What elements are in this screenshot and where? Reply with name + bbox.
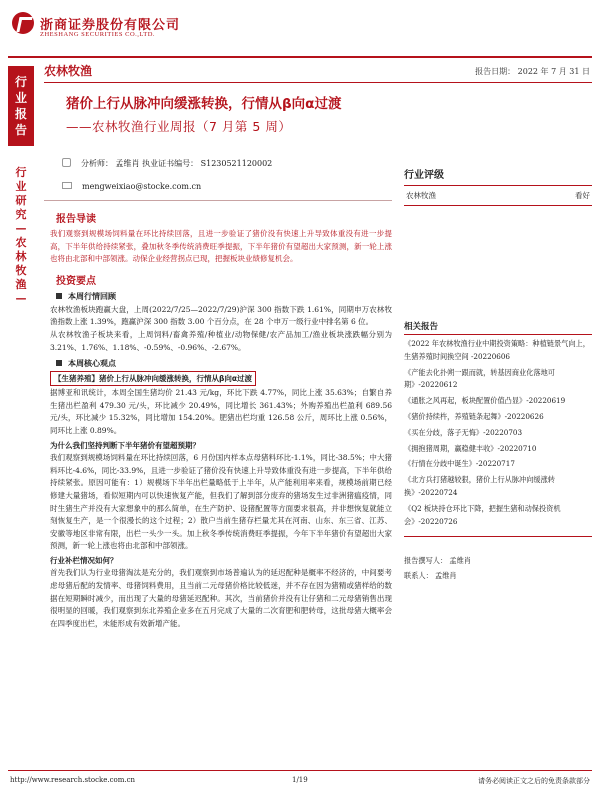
chart-placeholder — [404, 218, 592, 300]
pig-paragraph: 据博亚和讯统计，本周全国生猪均价 21.43 元/kg，环比下跌 4.77%，同比上涨 35.63%；自繁自养生猪出栏盈利 479.30 元/头，环比减少 20.49%，同比增长 361.43%；外购养殖出栏盈利 689.56 元/头，环比减少 15.32%，同比增加 154.20%。肥猪出栏均重 126.58 公斤，周环比上涨 0.56%，同环比上涨 0.89%。 — [50, 388, 392, 435]
side-label-report-type — [8, 66, 34, 146]
contact-divider — [404, 536, 592, 537]
why-heading: 为什么我们坚持判断下半年猪价有望超预期？ — [50, 440, 200, 450]
view-heading — [56, 358, 392, 369]
related-item[interactable]: 《北方兵打猪越较狠，猪价上行从脉冲向缓涨转换》-20220724 — [404, 475, 555, 497]
report-writer: 报告撰写人： 孟维肖 — [404, 556, 471, 566]
side-char: 研 — [15, 194, 27, 207]
rating-row — [404, 186, 592, 206]
side-char: — — [15, 292, 27, 305]
related-item[interactable]: 《猪价持续杵，养殖链条起舞》-20220626 — [404, 411, 544, 421]
related-list — [404, 338, 592, 528]
side-char: 业 — [14, 91, 27, 105]
related-item[interactable]: 《产能去化扑朔一跟而就，转基因商业化落地可期》-20220612 — [404, 367, 555, 390]
related-item[interactable]: 《行情在分歧中诞生》-20220717 — [404, 459, 515, 469]
side-char: 行 — [15, 166, 27, 179]
review-paragraph-1: 农林牧渔板块跑赢大盘，上周(2022/7/25—2022/7/29)沪深 300 指数下跌 1.61%，同期申万农林牧渔指数上涨 1.39%，跑赢沪深 300 指数 3.00 个百分点，在 28 个申万一级行业中排名第 6 位。 — [50, 304, 392, 327]
report-contact: 联系人： 孟维肖 — [404, 571, 457, 581]
bullet-square-icon — [56, 293, 62, 299]
rating-sector: 农林牧渔 — [406, 191, 436, 200]
side-char: 业 — [15, 180, 27, 193]
side-char: 报 — [14, 107, 27, 121]
related-heading: 相关报告 — [404, 320, 592, 335]
related-item[interactable]: 《拥抱猪周期，赢稳健丰收》-20220710 — [404, 443, 537, 453]
brand-name-cn: 浙商证券股份有限公司 — [40, 18, 181, 33]
side-char: 行 — [14, 75, 27, 89]
side-char: 究 — [15, 208, 27, 221]
related-item[interactable]: 《买在分歧，落子无悔》-20220703 — [404, 427, 523, 437]
invest-heading: 投资要点 — [56, 275, 96, 287]
report-title: 猪价上行从脉冲向缓涨转换，行情从β向α过渡 — [66, 96, 342, 112]
page-header — [8, 6, 592, 64]
related-item[interactable]: 《通胀之风再起，板块配置价值凸显》-20220619 — [404, 396, 566, 406]
industry-tag: 农林牧渔 — [44, 64, 93, 78]
analyst-email[interactable]: mengweixiao@stocke.com.cn — [82, 182, 202, 191]
side-char: 林 — [15, 250, 27, 263]
review-heading-text: 本周行情回顾 — [68, 291, 116, 301]
rating-heading: 行业评级 — [404, 166, 592, 186]
view-heading-text: 本周核心观点 — [68, 359, 116, 369]
main-content — [50, 208, 392, 630]
rating-value: 看好 — [575, 191, 590, 200]
brand-logo-icon — [12, 12, 34, 34]
brand-name-en: ZHESHANG SECURITIES CO.,LTD. — [40, 31, 156, 38]
header-divider — [8, 56, 592, 58]
supply-heading: 行业补栏情况如何？ — [50, 555, 118, 565]
related-item[interactable]: 《2022 年农林牧渔行业中期投资策略：种植链景气向上，生猪养殖时间换空间 -20220606 — [404, 339, 590, 361]
bullet-square-icon — [56, 360, 62, 366]
side-char: 牧 — [15, 264, 27, 277]
side-char: 渔 — [15, 278, 27, 291]
why-paragraph: 我们观察到规模场饲料量在环比持续回落，6 月份国内样本点母猪料环比-1.1%，同比-38.5%；中大猪料环比-4.6%，同比-33.9%，且进一步验证了猪价没有快速上升导致体重没有进一步提高，下半年供给持续紧张。原因可能有：1）规模场下半年出栏量略低于上半年，从产能利用率来看，规模场前期已经修建大量猪场，看似短期内可以快速恢复产能，但我们了解到部分废弃的猪场发生过非洲猪瘟疫情，同时生猪生产并没有大家想象中的那么简单，在生产防护、设猪配置等方面要求很高，并非想恢复就能立刻恢复生产，是一个很漫长的这个过程；2）散户当前生猪存栏量尤其在河南、山东、东三省、江苏、安徽等地区非常有限，出栏一头少一头。加上秋冬季传统消费旺季提振，今年下半年猪价有望超出大家预测，新一轮上涨也将由北部和中部领涨。 — [50, 453, 392, 551]
related-item[interactable]: 《Q2 板块持仓环比下降，把握生猪和动保投资机会》-20220726 — [404, 503, 561, 526]
footer-divider — [8, 770, 592, 771]
side-char: 告 — [14, 123, 27, 137]
report-date: 报告日期： 2022 年 7 月 31 日 — [475, 67, 590, 76]
footer-disclaimer: 请务必阅读正文之后的免责条款部分 — [478, 777, 590, 785]
analyst-line — [62, 158, 280, 169]
page-number: 1/19 — [292, 776, 308, 784]
review-paragraph-2: 从农林牧渔子板块来看，上周饲料/畜禽养殖/种植业/动物保健/农产品加工/渔业板块涨跌幅分别为 3.21%、1.76%、1.18%、-0.59%、-0.96%、-2.67%。 — [50, 329, 392, 352]
footer-url[interactable]: http://www.research.stocke.com.cn — [10, 776, 136, 784]
side-char: 农 — [15, 236, 27, 249]
section-divider — [44, 200, 392, 201]
mail-icon — [62, 182, 72, 189]
pig-section-tag: 【生猪养殖】猪价上行从脉冲向缓涨转换，行情从β向α过渡 — [50, 371, 256, 386]
side-label-category — [8, 166, 34, 366]
analyst-text: 分析师： 孟维肖 执业证书编号： S1230521120002 — [81, 159, 273, 168]
guide-paragraph: 我们观察到规模场饲料量在环比持续回落，且进一步验证了猪价没有快速上升导致体重没有进一步提高，下半年供给持续紧张，叠加秋冬季传统消费旺季提振，下半年猪价有望超出大家预测，新一轮上涨也将由北部和中部领涨。动保企业经营拐点已现，把握板块业绩修复机会。 — [50, 229, 392, 264]
contact-block — [404, 553, 592, 583]
email-line — [62, 182, 201, 191]
report-subtitle: ——农林牧渔行业周报（7 月第 5 周） — [66, 119, 292, 134]
analyst-icon — [62, 158, 71, 167]
side-char: — — [15, 222, 27, 235]
title-divider — [44, 82, 592, 83]
sidebar — [404, 160, 592, 583]
supply-paragraph: 首先我们认为行业母猪淘汰是充分的，我们观察到市场普遍认为的延迟配种是概率不经济的，中间要考虑母猪后配的发情率、母猪饲料费用，且当前二元母猪价格比较低迷，并不存在因为猪精或猪样给的数据在短期瞬时减少，而出现了大量的母猪延迟配种。其次，当前猪价并没有让仔猪和二元母猪销售出现很明显的回暖，我们观察到东北养殖企业多在五月完成了大量的二次育肥和肥转母，这批母猪大概率会在四季度出栏，未能形成有效新增产能。 — [50, 568, 392, 628]
guide-heading: 报告导读 — [56, 214, 96, 225]
review-heading — [56, 291, 392, 302]
